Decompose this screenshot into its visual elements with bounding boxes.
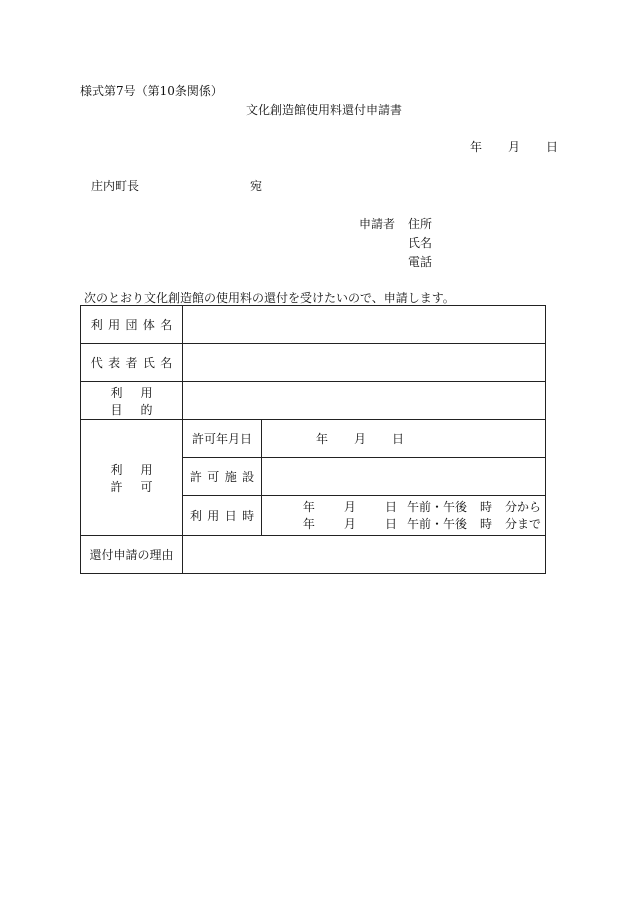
to-day: 日 [384, 516, 397, 531]
date-month: 月 [508, 140, 521, 154]
permit-date-year: 年 [316, 432, 329, 446]
document-title: 文化創造館使用料還付申請書 [246, 103, 403, 117]
from-year: 年 [302, 499, 315, 514]
intro-text: 次のとおり文化創造館の使用料の還付を受けたいので、申請します。 [84, 291, 455, 305]
permit-date-label: 許可年月日 [183, 420, 262, 458]
addressee-suffix: 宛 [250, 179, 263, 193]
applicant-label: 申請者 [359, 217, 396, 231]
from-ampm: 午前・午後 [406, 499, 467, 514]
rep-name-label: 代表者氏名 [81, 344, 183, 382]
use-datetime-field[interactable] [262, 496, 546, 536]
application-table [80, 305, 546, 574]
from-month: 月 [343, 499, 356, 514]
rep-name-field[interactable] [183, 344, 546, 382]
date-year: 年 [470, 140, 483, 154]
to-month: 月 [343, 516, 356, 531]
permit-date-day: 日 [392, 432, 405, 446]
time-to-line [262, 516, 545, 533]
date-line [470, 138, 558, 155]
permit-facility-field[interactable] [262, 458, 546, 496]
refund-reason-field[interactable] [183, 536, 546, 574]
permit-facility-label: 許可施設 [183, 458, 262, 496]
permit-label: 利用許可 [81, 420, 183, 536]
applicant-phone-label: 電話 [408, 255, 433, 269]
applicant-address-label: 住所 [408, 217, 433, 231]
permit-date-month: 月 [354, 432, 367, 446]
from-minute: 分から [504, 499, 541, 514]
to-hour: 時 [479, 516, 492, 531]
use-datetime-label: 利用日時 [183, 496, 262, 536]
org-name-field[interactable] [183, 306, 546, 344]
addressee-name: 庄内町長 [91, 179, 140, 193]
to-minute: 分まで [504, 516, 541, 531]
permit-date-field[interactable] [262, 420, 546, 458]
from-day: 日 [384, 499, 397, 514]
applicant-name-label: 氏名 [408, 236, 433, 250]
form-number: 様式第7号（第10条関係） [80, 84, 223, 98]
to-ampm: 午前・午後 [406, 516, 467, 531]
date-day: 日 [546, 140, 559, 154]
to-year: 年 [302, 516, 315, 531]
time-from-line [262, 499, 545, 516]
purpose-field[interactable] [183, 382, 546, 420]
purpose-label: 利用目的 [81, 382, 183, 420]
refund-reason-label: 還付申請の理由 [81, 536, 183, 574]
org-name-label: 利用団体名 [81, 306, 183, 344]
from-hour: 時 [479, 499, 492, 514]
